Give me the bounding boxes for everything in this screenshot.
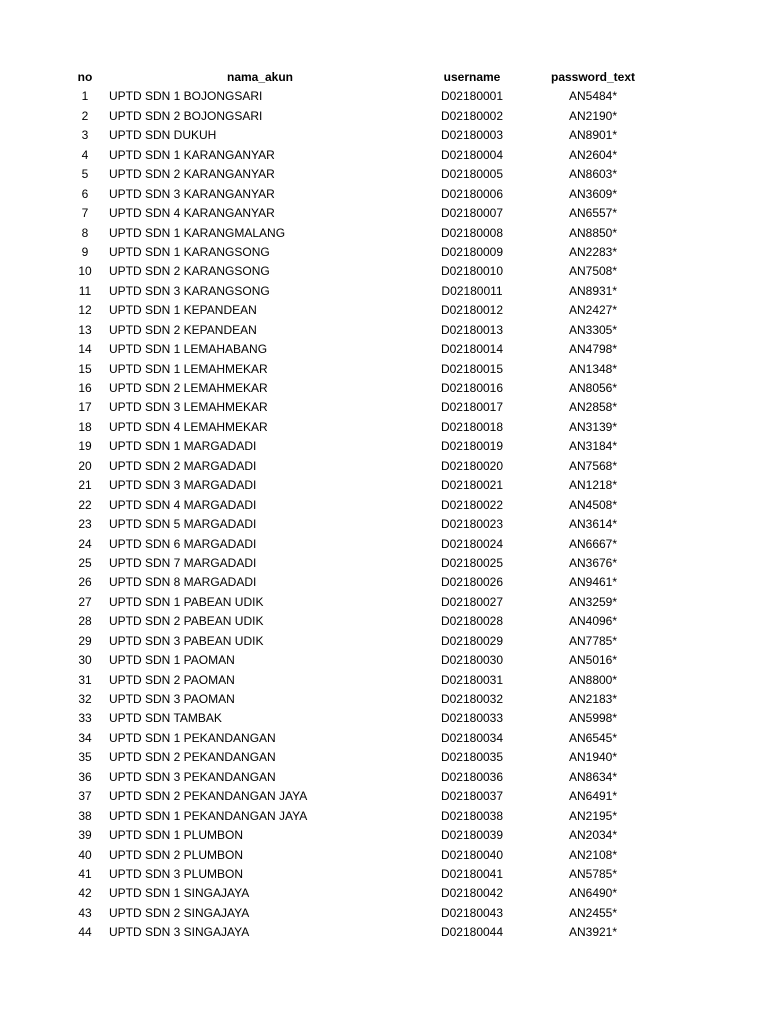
- column-header-nama-akun: nama_akun: [226, 70, 294, 84]
- cell-nama-akun: UPTD SDN 1 PEKANDANGAN: [109, 730, 276, 745]
- cell-nama-akun: UPTD SDN 2 PEKANDANGAN: [109, 750, 276, 765]
- cell-no: 27: [78, 594, 92, 609]
- cell-no: 23: [78, 517, 92, 532]
- cell-no: 7: [81, 206, 89, 221]
- cell-nama-akun: UPTD SDN 1 PLUMBON: [109, 828, 244, 843]
- cell-nama-akun: UPTD SDN 1 LEMAHABANG: [109, 342, 268, 357]
- cell-password-text: AN2108*: [568, 847, 618, 862]
- cell-username: D02180037: [440, 789, 504, 804]
- cell-username: D02180009: [440, 244, 504, 259]
- cell-nama-akun: UPTD SDN 2 BOJONGSARI: [109, 108, 263, 123]
- cell-password-text: AN2195*: [568, 808, 618, 823]
- cell-no: 8: [81, 225, 89, 240]
- cell-password-text: AN2604*: [568, 147, 618, 162]
- cell-username: D02180040: [440, 847, 504, 862]
- cell-username: D02180036: [440, 769, 504, 784]
- cell-password-text: AN4508*: [568, 497, 618, 512]
- cell-username: D02180006: [440, 186, 504, 201]
- cell-password-text: AN8056*: [568, 381, 618, 395]
- cell-password-text: AN7508*: [568, 264, 618, 279]
- table-row: [0, 398, 768, 417]
- cell-username: D02180038: [440, 808, 504, 823]
- cell-username: D02180016: [440, 381, 504, 395]
- cell-password-text: AN3305*: [568, 322, 618, 337]
- cell-password-text: AN3921*: [568, 925, 618, 940]
- cell-no: 40: [78, 847, 92, 862]
- cell-nama-akun: UPTD SDN 1 KARANGMALANG: [109, 225, 286, 240]
- table-row: [0, 709, 768, 728]
- table-row: [0, 593, 768, 612]
- table-row: [0, 301, 768, 320]
- cell-nama-akun: UPTD SDN 4 LEMAHMEKAR: [109, 419, 268, 434]
- cell-username: D02180005: [440, 167, 504, 182]
- table-row: [0, 321, 768, 340]
- cell-nama-akun: UPTD SDN 2 PLUMBON: [109, 847, 244, 862]
- cell-nama-akun: UPTD SDN 3 SINGAJAYA: [109, 925, 250, 940]
- cell-password-text: AN1218*: [568, 478, 618, 493]
- cell-username: D02180010: [440, 264, 504, 279]
- cell-no: 43: [78, 905, 92, 920]
- column-header-no: no: [77, 70, 93, 84]
- cell-no: 1: [81, 89, 89, 104]
- cell-nama-akun: UPTD SDN 1 PABEAN UDIK: [109, 594, 264, 609]
- cell-password-text: AN1348*: [568, 361, 618, 376]
- cell-username: D02180030: [440, 653, 504, 668]
- cell-no: 12: [78, 303, 92, 318]
- cell-nama-akun: UPTD SDN 2 PEKANDANGAN JAYA: [109, 789, 308, 804]
- table-row: [0, 612, 768, 631]
- cell-username: D02180032: [440, 692, 504, 706]
- cell-no: 41: [78, 866, 92, 881]
- cell-no: 18: [78, 419, 92, 434]
- cell-username: D02180033: [440, 711, 504, 726]
- table-row: [0, 262, 768, 281]
- cell-nama-akun: UPTD SDN 3 PLUMBON: [109, 866, 244, 881]
- cell-username: D02180019: [440, 439, 504, 454]
- cell-username: D02180042: [440, 886, 504, 901]
- cell-username: D02180031: [440, 672, 504, 687]
- cell-username: D02180003: [440, 128, 504, 143]
- table-row: [0, 418, 768, 437]
- cell-nama-akun: UPTD SDN 2 SINGAJAYA: [109, 905, 250, 920]
- cell-nama-akun: UPTD SDN 1 PEKANDANGAN JAYA: [109, 808, 308, 823]
- cell-username: D02180001: [440, 89, 504, 104]
- cell-password-text: AN5484*: [568, 89, 618, 104]
- cell-password-text: AN1940*: [568, 750, 618, 765]
- cell-password-text: AN8901*: [568, 128, 618, 143]
- cell-no: 26: [78, 575, 92, 590]
- cell-username: D02180041: [440, 866, 504, 881]
- cell-nama-akun: UPTD SDN 1 BOJONGSARI: [109, 89, 263, 104]
- cell-no: 44: [78, 925, 92, 940]
- cell-nama-akun: UPTD SDN 3 LEMAHMEKAR: [109, 400, 268, 415]
- table-row: [0, 846, 768, 865]
- cell-username: D02180015: [440, 361, 504, 376]
- cell-no: 25: [78, 555, 92, 570]
- cell-no: 16: [78, 381, 92, 395]
- cell-no: 3: [81, 128, 89, 143]
- cell-no: 31: [78, 672, 92, 687]
- cell-nama-akun: UPTD SDN 5 MARGADADI: [109, 517, 257, 532]
- cell-password-text: AN8603*: [568, 167, 618, 182]
- cell-password-text: AN6490*: [568, 886, 618, 901]
- cell-no: 29: [78, 633, 92, 648]
- cell-nama-akun: UPTD SDN 3 PAOMAN: [109, 692, 235, 706]
- cell-password-text: AN3184*: [568, 439, 618, 454]
- cell-nama-akun: UPTD SDN 2 PABEAN UDIK: [109, 614, 264, 629]
- cell-password-text: AN5998*: [568, 711, 618, 726]
- cell-no: 9: [81, 244, 89, 259]
- cell-password-text: AN2190*: [568, 108, 618, 123]
- cell-username: D02180020: [440, 458, 504, 473]
- cell-no: 37: [78, 789, 92, 804]
- cell-nama-akun: UPTD SDN 1 LEMAHMEKAR: [109, 361, 268, 376]
- table-row: [0, 476, 768, 495]
- cell-nama-akun: UPTD SDN 2 LEMAHMEKAR: [109, 381, 268, 395]
- table-row: [0, 282, 768, 301]
- cell-no: 42: [78, 886, 92, 901]
- cell-username: D02180004: [440, 147, 504, 162]
- cell-username: D02180007: [440, 206, 504, 221]
- cell-no: 17: [78, 400, 92, 415]
- cell-no: 34: [78, 730, 92, 745]
- cell-username: D02180029: [440, 633, 504, 648]
- cell-nama-akun: UPTD SDN TAMBAK: [109, 711, 222, 726]
- table-row: [0, 340, 768, 359]
- cell-nama-akun: UPTD SDN 4 KARANGANYAR: [109, 206, 275, 221]
- cell-password-text: AN2455*: [568, 905, 618, 920]
- cell-password-text: AN7568*: [568, 458, 618, 473]
- cell-no: 11: [78, 283, 92, 298]
- cell-username: D02180023: [440, 517, 504, 532]
- cell-no: 21: [78, 478, 92, 493]
- table-row: [0, 671, 768, 690]
- table-row: [0, 768, 768, 787]
- table-row: [0, 224, 768, 243]
- account-table: [0, 68, 768, 943]
- table-row: [0, 87, 768, 106]
- cell-password-text: AN2858*: [568, 400, 618, 415]
- cell-no: 28: [78, 614, 92, 629]
- cell-password-text: AN3609*: [568, 186, 618, 201]
- cell-no: 13: [78, 322, 92, 337]
- cell-password-text: AN5016*: [568, 653, 618, 668]
- table-row: [0, 651, 768, 670]
- cell-username: D02180027: [440, 594, 504, 609]
- cell-no: 10: [78, 264, 92, 279]
- cell-password-text: AN2183*: [568, 692, 618, 706]
- table-row: [0, 826, 768, 845]
- table-row: [0, 748, 768, 767]
- table-row: [0, 360, 768, 379]
- cell-nama-akun: UPTD SDN 4 MARGADADI: [109, 497, 257, 512]
- table-row: [0, 904, 768, 923]
- cell-nama-akun: UPTD SDN 2 KARANGANYAR: [109, 167, 275, 182]
- cell-nama-akun: UPTD SDN 1 SINGAJAYA: [109, 886, 250, 901]
- cell-no: 35: [78, 750, 92, 765]
- cell-nama-akun: UPTD SDN 3 PEKANDANGAN: [109, 769, 276, 784]
- cell-nama-akun: UPTD SDN 2 KARANGSONG: [109, 264, 270, 279]
- cell-nama-akun: UPTD SDN 1 PAOMAN: [109, 653, 235, 668]
- cell-nama-akun: UPTD SDN 1 MARGADADI: [109, 439, 257, 454]
- cell-no: 19: [78, 439, 92, 454]
- cell-no: 20: [78, 458, 92, 473]
- cell-password-text: AN2283*: [568, 244, 618, 259]
- cell-password-text: AN2427*: [568, 303, 618, 318]
- cell-password-text: AN4798*: [568, 342, 618, 357]
- table-row: [0, 496, 768, 515]
- table-row: [0, 787, 768, 806]
- table-row: [0, 807, 768, 826]
- table-row: [0, 632, 768, 651]
- cell-password-text: AN3676*: [568, 555, 618, 570]
- cell-username: D02180025: [440, 555, 504, 570]
- table-row: [0, 437, 768, 456]
- table-row: [0, 884, 768, 903]
- table-row: [0, 535, 768, 554]
- cell-nama-akun: UPTD SDN 3 MARGADADI: [109, 478, 257, 493]
- table-row: [0, 923, 768, 942]
- cell-no: 33: [78, 711, 92, 726]
- table-row: [0, 165, 768, 184]
- table-row: [0, 146, 768, 165]
- cell-username: D02180028: [440, 614, 504, 629]
- table-row: [0, 865, 768, 884]
- cell-nama-akun: UPTD SDN 2 KEPANDEAN: [109, 322, 257, 337]
- cell-password-text: AN6491*: [568, 789, 618, 804]
- cell-username: D02180024: [440, 536, 504, 551]
- cell-password-text: AN8931*: [568, 283, 618, 298]
- cell-password-text: AN5785*: [568, 866, 618, 881]
- cell-password-text: AN3139*: [568, 419, 618, 434]
- cell-nama-akun: UPTD SDN 6 MARGADADI: [109, 536, 257, 551]
- cell-password-text: AN6557*: [568, 206, 618, 221]
- table-row: [0, 185, 768, 204]
- cell-password-text: AN8800*: [568, 672, 618, 687]
- cell-no: 24: [78, 536, 92, 551]
- table-body: [0, 87, 768, 942]
- cell-no: 39: [78, 828, 92, 843]
- table-row: [0, 515, 768, 534]
- cell-nama-akun: UPTD SDN 1 KEPANDEAN: [109, 303, 257, 318]
- table-row: [0, 573, 768, 592]
- table-row: [0, 457, 768, 476]
- cell-username: D02180018: [440, 419, 504, 434]
- cell-no: 36: [78, 769, 92, 784]
- cell-username: D02180039: [440, 828, 504, 843]
- cell-username: D02180012: [440, 303, 504, 318]
- cell-username: D02180026: [440, 575, 504, 590]
- cell-username: D02180034: [440, 730, 504, 745]
- table-row: [0, 690, 768, 709]
- column-header-password-text: password_text: [550, 70, 636, 84]
- cell-no: 14: [78, 342, 92, 357]
- cell-username: D02180044: [440, 925, 504, 940]
- cell-username: D02180014: [440, 342, 504, 357]
- cell-password-text: AN6667*: [568, 536, 618, 551]
- cell-nama-akun: UPTD SDN 7 MARGADADI: [109, 555, 257, 570]
- cell-password-text: AN8634*: [568, 769, 618, 784]
- cell-no: 38: [78, 808, 92, 823]
- table-row: [0, 107, 768, 126]
- cell-password-text: AN4096*: [568, 614, 618, 629]
- cell-no: 6: [81, 186, 89, 201]
- cell-username: D02180013: [440, 322, 504, 337]
- cell-password-text: AN2034*: [568, 828, 618, 843]
- cell-nama-akun: UPTD SDN DUKUH: [109, 128, 217, 143]
- cell-password-text: AN3259*: [568, 594, 618, 609]
- cell-password-text: AN9461*: [568, 575, 618, 590]
- table-row: [0, 379, 768, 398]
- cell-username: D02180002: [440, 108, 504, 123]
- cell-username: D02180008: [440, 225, 504, 240]
- cell-username: D02180011: [441, 283, 503, 298]
- cell-password-text: AN8850*: [568, 225, 618, 240]
- table-row: [0, 554, 768, 573]
- cell-nama-akun: UPTD SDN 1 KARANGSONG: [109, 244, 270, 259]
- cell-password-text: AN7785*: [568, 633, 618, 648]
- cell-username: D02180043: [440, 905, 504, 920]
- cell-no: 5: [81, 167, 89, 182]
- table-row: [0, 729, 768, 748]
- cell-no: 22: [78, 497, 92, 512]
- cell-password-text: AN6545*: [568, 730, 618, 745]
- table-row: [0, 126, 768, 145]
- table-header-row: [0, 68, 768, 87]
- cell-username: D02180021: [440, 478, 504, 493]
- cell-password-text: AN3614*: [568, 517, 618, 532]
- cell-no: 32: [78, 692, 92, 706]
- column-header-username: username: [443, 70, 501, 84]
- cell-nama-akun: UPTD SDN 3 PABEAN UDIK: [109, 633, 264, 648]
- cell-nama-akun: UPTD SDN 3 KARANGANYAR: [109, 186, 275, 201]
- cell-no: 15: [78, 361, 92, 376]
- cell-no: 2: [81, 108, 89, 123]
- cell-nama-akun: UPTD SDN 2 PAOMAN: [109, 672, 235, 687]
- table-row: [0, 243, 768, 262]
- cell-username: D02180017: [440, 400, 504, 415]
- cell-nama-akun: UPTD SDN 2 MARGADADI: [109, 458, 257, 473]
- table-row: [0, 204, 768, 223]
- cell-no: 4: [81, 147, 89, 162]
- cell-nama-akun: UPTD SDN 3 KARANGSONG: [109, 283, 270, 298]
- cell-username: D02180035: [440, 750, 504, 765]
- cell-no: 30: [78, 653, 92, 668]
- cell-nama-akun: UPTD SDN 1 KARANGANYAR: [109, 147, 275, 162]
- cell-nama-akun: UPTD SDN 8 MARGADADI: [109, 575, 257, 590]
- cell-username: D02180022: [440, 497, 504, 512]
